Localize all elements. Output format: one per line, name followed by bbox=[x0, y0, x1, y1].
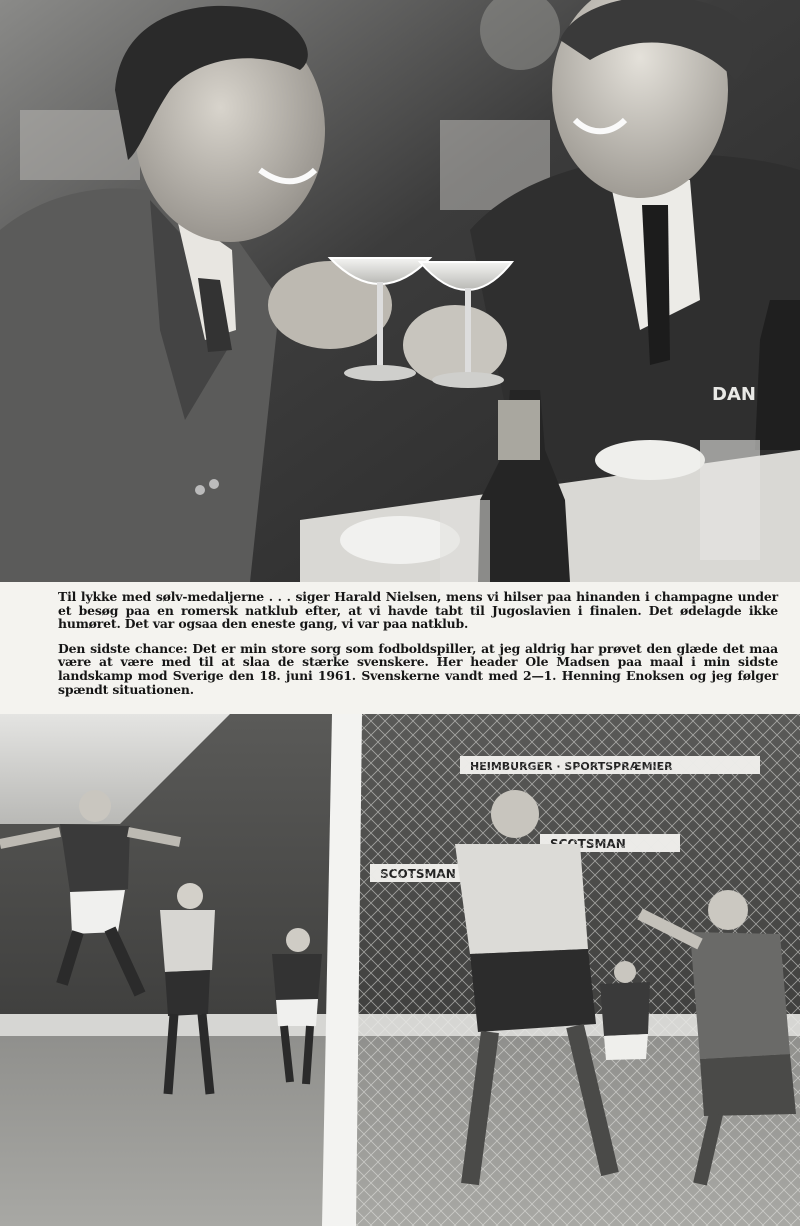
bottle-foil bbox=[498, 400, 540, 460]
photo-match bbox=[0, 714, 800, 1226]
player-shirt-dark bbox=[60, 824, 130, 892]
coupe-right-base bbox=[432, 372, 504, 388]
jacket-button bbox=[195, 485, 205, 495]
player-head bbox=[286, 928, 310, 952]
caption-toast: Til lykke med sølv-medaljerne . . . siger Harald Nielsen, mens vi hilser paa hinanden i champagne under et besøg paa en romersk natklub efter, at vi havde tabt til Jugoslavien i finalen. Det ødelagde ikke humøret. Det var ogsaa den eneste gang, vi var paa natklub. bbox=[58, 589, 778, 632]
toast-photo-illustration bbox=[0, 0, 800, 582]
coffee-cup bbox=[595, 440, 705, 480]
player-shorts bbox=[276, 999, 318, 1026]
water-glass bbox=[440, 500, 490, 582]
player-shirt-dark bbox=[600, 982, 650, 1036]
player-shorts bbox=[700, 1054, 796, 1116]
player-shirt-light bbox=[455, 844, 588, 954]
caption-match: Den sidste chance: Det er min store sorg som fodboldspiller, at jeg aldrig har prøvet den glæde det maa være at være med til at slaa de stærke svenskere. Her header Ole Madsen paa maal i min sidste landskamp mod Sverige den 18. juni 1961. Svenskerne vandt med 2—1. Henning Enoksen og jeg følger spændt situationen. bbox=[58, 640, 778, 697]
captions bbox=[58, 590, 778, 696]
player-shorts bbox=[70, 890, 125, 934]
water-glass bbox=[700, 440, 760, 560]
player-shorts bbox=[165, 970, 210, 1016]
player-head bbox=[491, 790, 539, 838]
player-shorts bbox=[604, 1034, 648, 1060]
left-man-jacket bbox=[0, 188, 280, 582]
jacket-lettering: DAN bbox=[712, 384, 756, 405]
coupe-left-stem bbox=[377, 282, 383, 370]
player-head bbox=[708, 890, 748, 930]
coupe-right-stem bbox=[465, 288, 471, 376]
player-head bbox=[614, 961, 636, 983]
player-shirt-light bbox=[160, 910, 215, 972]
player-shirt-keeper bbox=[690, 932, 790, 1059]
coupe-left-base bbox=[344, 365, 416, 381]
match-photo-illustration bbox=[0, 714, 800, 1226]
photo-toast bbox=[0, 0, 800, 582]
jacket-button bbox=[209, 479, 219, 489]
player-shirt-dark bbox=[272, 954, 322, 1000]
player-head bbox=[177, 883, 203, 909]
player-shorts bbox=[470, 949, 596, 1032]
player-head bbox=[79, 790, 111, 822]
